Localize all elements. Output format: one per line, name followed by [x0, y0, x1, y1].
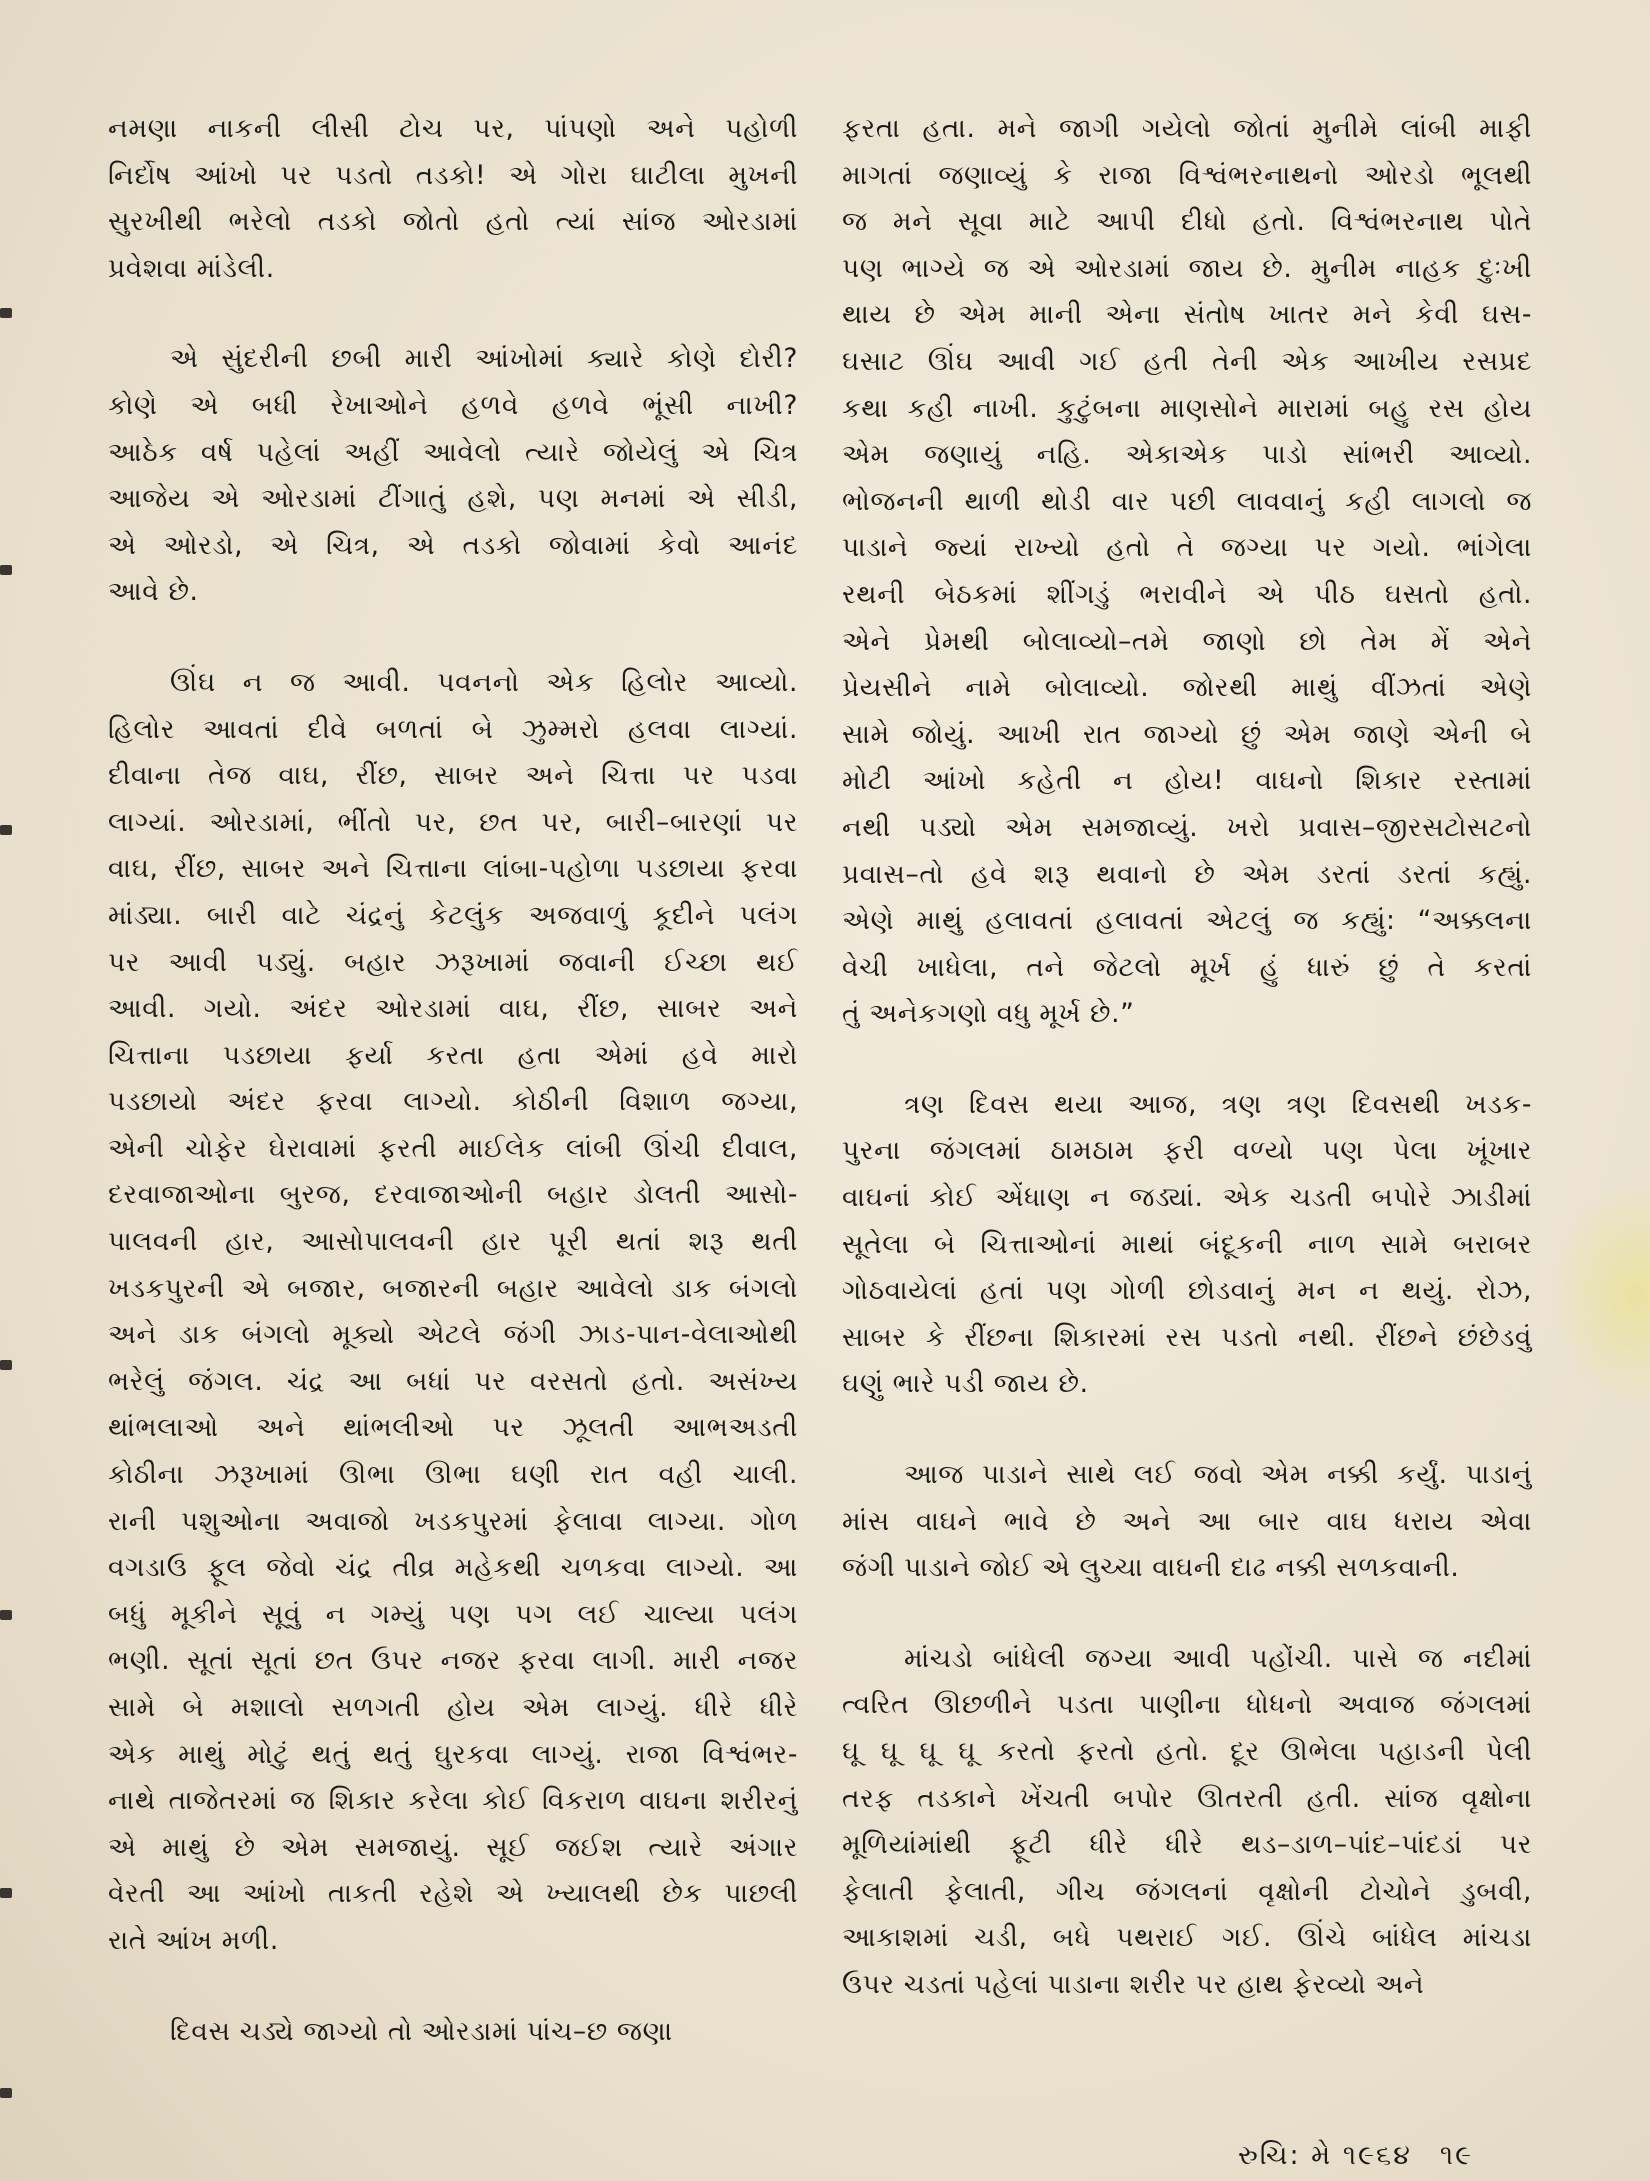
text-line: રાતે આંખ મળી.: [108, 1924, 279, 1956]
text-line: આઠેક વર્ષ પહેલાં અહીં આવેલો ત્યારે જોયેલું એ ચિત્ર: [108, 436, 798, 468]
paragraph-gap: [108, 292, 798, 336]
text-line: ત્વરિત ઊછળીને પડતા પાણીના ધોધનો અવાજ જંગલમાં: [842, 1689, 1532, 1721]
text-line: મોટી આંખો કહેતી ન હોય! વાઘનો શિકાર રસ્તામાં: [842, 765, 1532, 797]
text-line: ગોઠવાયેલાં હતાં પણ ગોળી છોડવાનું મન ન થયું. રોઝ,: [842, 1275, 1532, 1307]
text-line: થાંભલાઓ અને થાંભલીઓ પર ઝૂલતી આભઅડતી: [108, 1412, 798, 1444]
text-line: એ ઓરડો, એ ચિત્ર, એ તડકો જોવામાં કેવો આનંદ: [108, 529, 798, 561]
text-line: પ્રવેશવા માંડેલી.: [108, 252, 275, 284]
text-line: પાડાને જ્યાં રાખ્યો હતો તે જગ્યા પર ગયો. ભાંગેલા: [842, 532, 1532, 564]
text-line: આવે છે.: [108, 576, 199, 608]
margin-mark: [0, 308, 12, 318]
text-line: ઘણું ભારે પડી જાય છે.: [842, 1368, 1089, 1400]
text-line: દરવાજાઓના બુરજ, દરવાજાઓની બહાર ડોલતી આસો-: [108, 1179, 798, 1211]
paper-stain: [1550, 1180, 1650, 1410]
text-line: ભણી. સૂતાં સૂતાં છત ઉપર નજર ફરવા લાગી. મારી નજર: [108, 1645, 798, 1677]
text-line: એમ જણાયું નહિ. એકાએક પાડો સાંભરી આવ્યો.: [842, 439, 1532, 471]
text-line: મૂળિયાંમાંથી ફૂટી ધીરે ધીરે થડ–ડાળ–પાંદ–પાંદડાં પર: [842, 1829, 1532, 1861]
text-line: વેરતી આ આંખો તાકતી રહેશે એ ખ્યાલથી છેક પાછલી: [108, 1878, 798, 1910]
text-line: પાલવની હાર, આસોપાલવની હાર પૂરી થતાં શરૂ થતી: [108, 1226, 798, 1258]
left-column: [108, 106, 798, 2055]
margin-mark: [0, 565, 12, 575]
text-line: ત્રણ દિવસ થયા આજ, ત્રણ ત્રણ દિવસથી ખડક-: [904, 1088, 1532, 1120]
text-line: દિવસ ચડ્યે જાગ્યો તો ઓરડામાં પાંચ–છ જણા: [170, 2015, 673, 2047]
margin-mark: [0, 2088, 12, 2098]
text-line: પ્રવાસ–તો હવે શરૂ થવાનો છે એમ ડરતાં ડરતાં કહ્યું.: [842, 858, 1532, 890]
margin-mark: [0, 1610, 12, 1620]
text-line: પડછાયો અંદર ફરવા લાગ્યો. કોઠીની વિશાળ જગ્યા,: [108, 1086, 798, 1118]
text-line: ઘૂ ઘૂ ઘૂ ઘૂ કરતો ફરતો હતો. દૂર ઊભેલા પહાડની પેલી: [842, 1736, 1532, 1767]
text-line: ફરતા હતા. મને જાગી ગયેલો જોતાં મુનીમે લાંબી માફી: [842, 113, 1532, 144]
text-line: દીવાના તેજ વાઘ, રીંછ, સાબર અને ચિત્તા પર પડવા: [108, 760, 798, 792]
text-line: આકાશમાં ચડી, બધે પથરાઈ ગઈ. ઊંચે બાંધેલ માંચડા: [842, 1922, 1532, 1954]
text-line: નથી પડ્યો એમ સમજાવ્યું. ખરો પ્રવાસ–જીરસટોસટનો: [842, 811, 1532, 843]
text-line: ભરેલું જંગલ. ચંદ્ર આ બધાં પર વરસતો હતો. અસંખ્ય: [108, 1365, 798, 1397]
text-line: રથની બેઠકમાં શીંગડું ભરાવીને એ પીઠ ઘસતો હતો.: [842, 578, 1532, 610]
paragraph: [842, 1636, 1532, 2009]
text-line: ઊંઘ ન જ આવી. પવનનો એક હિલોર આવ્યો.: [170, 666, 798, 698]
text-line: ખડકપુરની એ બજાર, બજારની બહાર આવેલો ડાક બંગલો: [108, 1272, 798, 1304]
text-line: અને ડાક બંગલો મૂક્યો એટલે જંગી ઝાડ-પાન-વેલાઓથી: [108, 1319, 798, 1351]
right-column: [842, 106, 1532, 2009]
text-line: એક માથું મોટું થતું થતું ઘુરકવા લાગ્યું. રાજા વિશ્વંભર-: [108, 1738, 798, 1770]
paragraph: [842, 1452, 1532, 1592]
text-line: નમણા નાકની લીસી ટોચ પર, પાંપણો અને પહોળી: [108, 113, 798, 144]
text-line: સાબર કે રીંછના શિકારમાં રસ પડતો નથી. રીંછને છંછેડવું: [842, 1321, 1532, 1353]
page-footer: [1238, 2140, 1588, 2172]
text-line: વગડાઉ ફૂલ જેવો ચંદ્ર તીવ્ર મહેકથી ચળકવા લાગ્યો. આ: [108, 1552, 798, 1584]
text-line: ફેલાતી ફેલાતી, ગીચ જંગલનાં વૃક્ષોની ટોચોને ડુબવી,: [842, 1875, 1532, 1907]
text-line: વેચી ખાધેલા, તને જેટલો મૂર્ખ હું ધારું છું તે કરતાં: [842, 951, 1532, 983]
text-line: માંસ વાઘને ભાવે છે અને આ બાર વાઘ ધરાય એવા: [842, 1505, 1532, 1537]
text-line: કથા કહી નાખી. કુટુંબના માણસોને મારામાં બહુ રસ હોય: [842, 392, 1532, 424]
text-line: આજેય એ ઓરડામાં ટીંગાતું હશે, પણ મનમાં એ સીડી,: [108, 483, 798, 515]
margin-mark: [0, 1360, 12, 1370]
text-line: કોણે એ બધી રેખાઓને હળવે હળવે ભૂંસી નાખી?: [108, 389, 798, 421]
text-line: થાય છે એમ માની એના સંતોષ ખાતર મને કેવી ઘસ-: [842, 299, 1532, 331]
paragraph-gap: [842, 1038, 1532, 1082]
text-line: સૂતેલા બે ચિત્તાઓનાં માથાં બંદૂકની નાળ સામે બરાબર: [842, 1228, 1532, 1260]
text-line: પર આવી પડ્યું. બહાર ઝરૂખામાં જવાની ઈચ્છા થઈ: [108, 946, 798, 978]
paragraph: [108, 660, 798, 1965]
text-line: આજ પાડાને સાથે લઈ જવો એમ નક્કી કર્યું. પાડાનું: [904, 1459, 1532, 1491]
text-line: એ માથું છે એમ સમજાયું. સૂઈ જઈશ ત્યારે અંગાર: [108, 1831, 798, 1863]
text-line: સામે જોયું. આખી રાત જાગ્યો છું એમ જાણે એની બે: [842, 718, 1532, 750]
text-line: વાઘનાં કોઈ એંધાણ ન જડ્યાં. એક ચડતી બપોરે ઝાડીમાં: [842, 1182, 1532, 1214]
paragraph-gap: [842, 1408, 1532, 1452]
paragraph: [842, 106, 1532, 1038]
text-line: આવી. ગયો. અંદર ઓરડામાં વાઘ, રીંછ, સાબર અને: [108, 993, 798, 1025]
page-number: ૧૯: [1439, 2140, 1474, 2171]
text-line: ઉપર ચડતાં પહેલાં પાડાના શરીર પર હાથ ફેરવ્યો અને: [842, 1968, 1425, 2000]
paragraph-gap: [108, 1965, 798, 2009]
text-line: એ સુંદરીની છબી મારી આંખોમાં ક્યારે કોણે દોરી?: [170, 343, 798, 375]
text-line: સુરખીથી ભરેલો તડકો જોતો હતો ત્યાં સાંજ ઓરડામાં: [108, 206, 798, 238]
text-line: ઘસાટ ઊંઘ આવી ગઈ હતી તેની એક આખીય રસપ્રદ: [842, 345, 1532, 377]
text-line: ચિત્તાના પડછાયા ફર્યા કરતા હતા એમાં હવે મારો: [108, 1039, 798, 1071]
text-line: સામે બે મશાલો સળગતી હોય એમ લાગ્યું. ધીરે ધીરે: [108, 1692, 798, 1723]
text-line: નિર્દોષ આંખો પર પડતો તડકો! એ ગોરા ઘાટીલા મુખની: [108, 159, 798, 191]
text-line: એને પ્રેમથી બોલાવ્યો–તમે જાણો છો તેમ મેં એને: [842, 625, 1532, 657]
magazine-issue: રુચિ: મે ૧૯૬૪: [1238, 2140, 1412, 2171]
text-line: વાઘ, રીંછ, સાબર અને ચિત્તાના લાંબા-પહોળા પડછાયા ફરવા: [108, 853, 798, 885]
paragraph: [108, 2009, 798, 2056]
text-line: લાગ્યાં. ઓરડામાં, ભીંતો પર, છત પર, બારી–બારણાં પર: [108, 806, 798, 838]
text-line: પણ ભાગ્યે જ એ ઓરડામાં જાય છે. મુનીમ નાહક દુઃખી: [842, 252, 1532, 284]
text-line: જ મને સૂવા માટે આપી દીધો હતો. વિશ્વંભરનાથ પોતે: [842, 206, 1532, 238]
paragraph: [842, 1082, 1532, 1408]
paragraph: [108, 336, 798, 616]
text-line: તું અનેકગણો વધુ મૂર્ખ છે.”: [842, 998, 1135, 1030]
text-line: રાની પશુઓના અવાજો ખડકપુરમાં ફેલાવા લાગ્યા. ગોળ: [108, 1505, 798, 1537]
text-line: હિલોર આવતાં દીવે બળતાં બે ઝુમ્મરો હલવા લાગ્યાં.: [108, 713, 798, 745]
paragraph-gap: [108, 616, 798, 660]
text-line: માંડ્યા. બારી વાટે ચંદ્રનું કેટલુંક અજવાળું કૂદીને પલંગ: [108, 899, 798, 931]
paragraph: [108, 106, 798, 292]
text-line: જંગી પાડાને જોઈ એ લુચ્ચા વાઘની દાઢ નક્કી સળકવાની.: [842, 1552, 1460, 1584]
text-line: કોઠીના ઝરૂખામાં ઊભા ઊભા ઘણી રાત વહી ચાલી.: [108, 1459, 798, 1491]
text-line: માગતાં જણાવ્યું કે રાજા વિશ્વંભરનાથનો ઓરડો ભૂલથી: [842, 159, 1532, 191]
text-line: એની ચોફેર ઘેરાવામાં ફરતી માઈલેક લાંબી ઊંચી દીવાલ,: [108, 1132, 798, 1164]
text-line: માંચડો બાંધેલી જગ્યા આવી પહોંચી. પાસે જ નદીમાં: [904, 1642, 1532, 1674]
text-line: તરફ તડકાને ખેંચતી બપોર ઊતરતી હતી. સાંજ વૃક્ષોના: [842, 1782, 1532, 1814]
text-line: પુરના જંગલમાં ઠામઠામ ફરી વળ્યો પણ પેલા ખૂંખાર: [842, 1135, 1532, 1167]
paragraph-gap: [842, 1592, 1532, 1636]
margin-mark: [0, 825, 12, 835]
text-line: નાથે તાજેતરમાં જ શિકાર કરેલા કોઈ વિકરાળ વાઘના શરીરનું: [108, 1785, 798, 1817]
text-line: બધું મૂકીને સૂવું ન ગમ્યું પણ પગ લઈ ચાલ્યા પલંગ: [108, 1598, 798, 1630]
text-line: એણે માથું હલાવતાં હલાવતાં એટલું જ કહ્યું: “અક્કલના: [842, 905, 1532, 937]
text-line: ભોજનની થાળી થોડી વાર પછી લાવવાનું કહી લાગલો જ: [842, 485, 1532, 517]
margin-mark: [0, 1888, 12, 1898]
text-line: પ્રેયસીને નામે બોલાવ્યો. જોરથી માથું વીંઝતાં એણે: [842, 672, 1532, 704]
